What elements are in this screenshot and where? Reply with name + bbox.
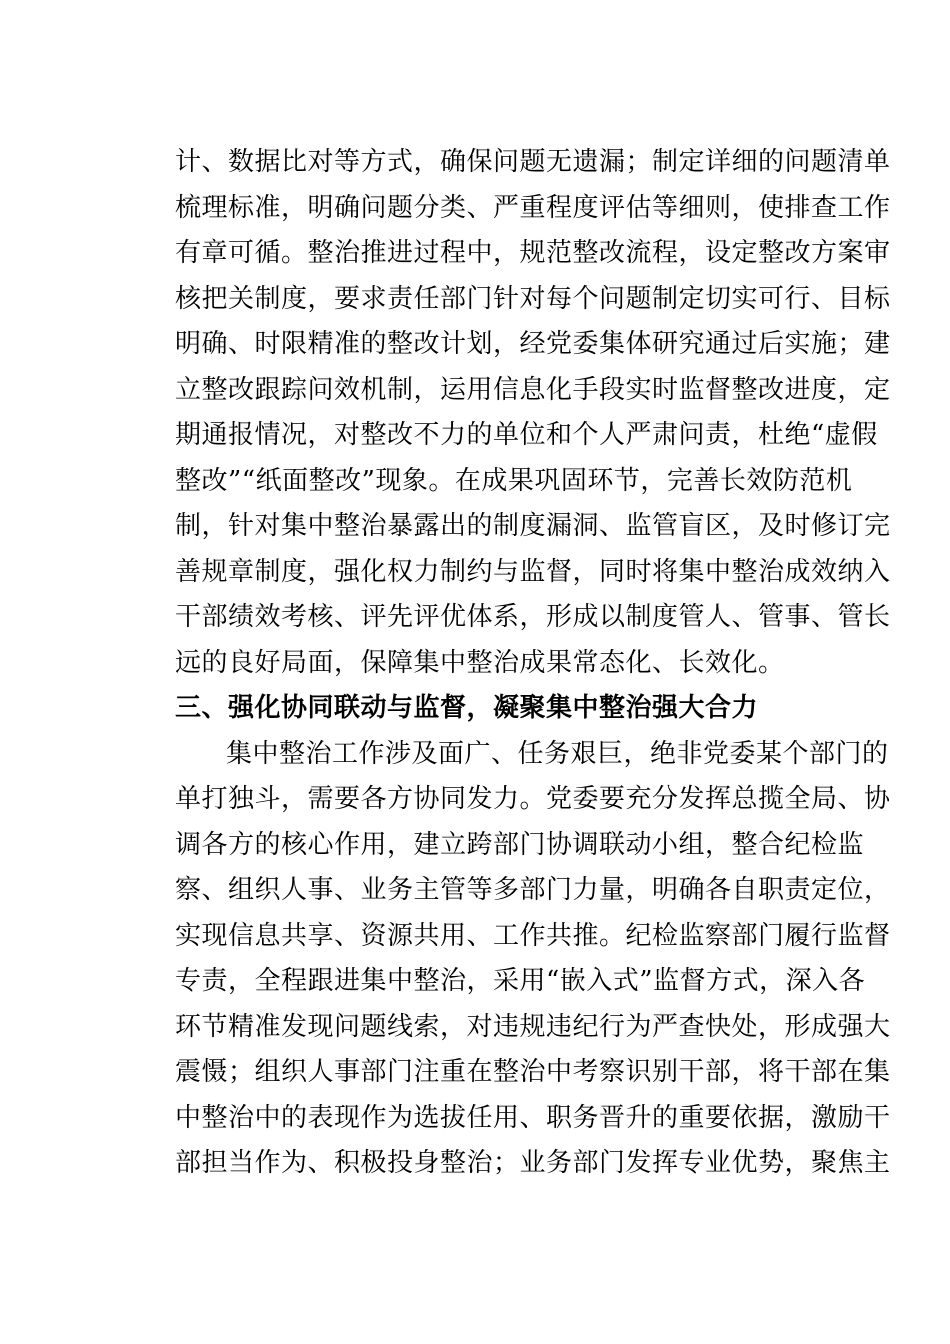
body-text-line: 察、组织人事、业务主管等多部门力量，明确各自职责定位， (175, 875, 891, 905)
body-text-line: 中整治中的表现作为选拔任用、职务晋升的重要依据，激励干 (175, 1103, 891, 1133)
body-text-line: 梳理标准，明确问题分类、严重程度评估等细则，使排查工作 (175, 193, 891, 223)
body-text-line: 制，针对集中整治暴露出的制度漏洞、监管盲区，及时修订完 (175, 511, 891, 541)
body-text-line: 远的良好局面，保障集中整治成果常态化、长效化。 (175, 648, 785, 678)
body-text-line: 明确、时限精准的整改计划，经党委集体研究通过后实施；建 (175, 329, 891, 359)
body-text-line: 有章可循。整治推进过程中，规范整改流程，设定整改方案审 (175, 238, 891, 268)
body-text-line: 实现信息共享、资源共用、工作共推。纪检监察部门履行监督 (175, 921, 891, 951)
body-text-line: 干部绩效考核、评先评优体系，形成以制度管人、管事、管长 (175, 602, 891, 632)
body-text-line: 立整改跟踪问效机制，运用信息化手段实时监督整改进度，定 (175, 375, 891, 405)
body-text-line: 核把关制度，要求责任部门针对每个问题制定切实可行、目标 (175, 284, 891, 314)
body-text-line: 整改”“纸面整改”现象。在成果巩固环节，完善长效防范机 (175, 466, 853, 496)
body-text-line: 环节精准发现问题线索，对违规违纪行为严查快处，形成强大 (175, 1012, 891, 1042)
body-text-line: 专责，全程跟进集中整治，采用“嵌入式”监督方式，深入各 (175, 966, 866, 996)
body-text-line: 计、数据比对等方式，确保问题无遗漏；制定详细的问题清单 (175, 147, 891, 177)
body-text-line: 调各方的核心作用，建立跨部门协调联动小组，整合纪检监 (175, 830, 865, 860)
section-heading: 三、强化协同联动与监督，凝聚集中整治强大合力 (175, 693, 759, 723)
body-text-line: 部担当作为、积极投身整治；业务部门发挥专业优势，聚焦主 (175, 1148, 891, 1178)
body-text-line: 善规章制度，强化权力制约与监督，同时将集中整治成效纳入 (175, 557, 891, 587)
body-text-line: 期通报情况，对整改不力的单位和个人严肃问责，杜绝“虚假 (175, 420, 878, 450)
body-text-line: 震慑；组织人事部门注重在整治中考察识别干部，将干部在集 (175, 1057, 891, 1087)
body-text-line: 集中整治工作涉及面广、任务艰巨，绝非党委某个部门的 (226, 739, 889, 769)
body-text-line: 单打独斗，需要各方协同发力。党委要充分发挥总揽全局、协 (175, 784, 891, 814)
